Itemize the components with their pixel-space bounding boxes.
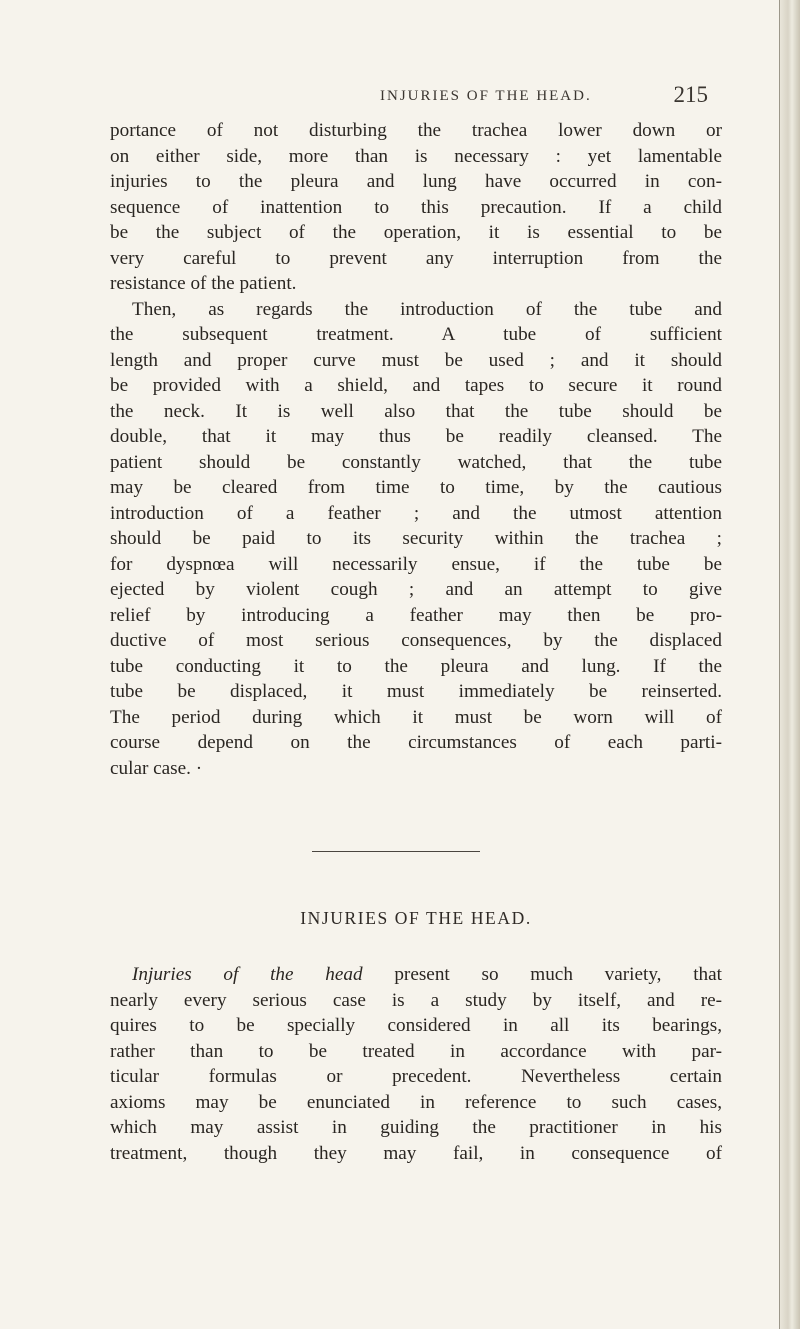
text-line: ductive of most serious consequences, by the displaced bbox=[110, 630, 722, 651]
text-line: nearly every serious case is a study by itself, and re- bbox=[110, 989, 722, 1011]
running-head bbox=[110, 82, 750, 112]
text-line: ejected by violent cough ; and an attempt to give bbox=[110, 579, 722, 600]
running-head-title: INJURIES OF THE HEAD. bbox=[380, 88, 592, 104]
text-line: patient should be constantly watched, that the tube bbox=[110, 451, 722, 473]
text-line: injuries to the pleura and lung have occurred in con- bbox=[110, 171, 722, 192]
text-line: axioms may be enunciated in reference to such cases, bbox=[110, 1091, 722, 1113]
text-line: treatment, though they may fail, in consequence of bbox=[110, 1142, 722, 1164]
text-line: Then, as regards the introduction of the tube and bbox=[132, 298, 722, 320]
text-line: be provided with a shield, and tapes to secure it round bbox=[110, 375, 722, 396]
text-line: ticular formulas or precedent. Nevertheless certain bbox=[110, 1066, 722, 1087]
text-line: the neck. It is well also that the tube should be bbox=[110, 400, 722, 422]
text-line: may be cleared from time to time, by the cautious bbox=[110, 477, 722, 498]
page-edge bbox=[779, 0, 800, 1329]
text-line: rather than to be treated in accordance with par- bbox=[110, 1040, 722, 1062]
text-line: for dyspnœa will necessarily ensue, if the tube be bbox=[110, 553, 722, 575]
body-text-lower bbox=[110, 962, 722, 1166]
section-heading: INJURIES OF THE HEAD. bbox=[300, 908, 532, 928]
text-line: tube conducting it to the pleura and lung. If the bbox=[110, 655, 722, 677]
text-line: quires to be specially considered in all its bearings, bbox=[110, 1015, 722, 1036]
page-number: 215 bbox=[673, 82, 708, 107]
text-line: length and proper curve must be used ; and it should bbox=[110, 349, 722, 371]
text-line: The period during which it must be worn will of bbox=[110, 706, 722, 728]
text-line: on either side, more than is necessary : yet lamentable bbox=[110, 145, 722, 167]
section-divider bbox=[312, 851, 480, 852]
text-line: course depend on the circumstances of each parti- bbox=[110, 732, 722, 753]
text-line: which may assist in guiding the practitioner in his bbox=[110, 1117, 722, 1138]
text-line: the subsequent treatment. A tube of sufficient bbox=[110, 324, 722, 345]
text-line: portance of not disturbing the trachea lower down or bbox=[110, 120, 722, 141]
text-line: tube be displaced, it must immediately be reinserted. bbox=[110, 681, 722, 702]
text-line: resistance of the patient. bbox=[110, 273, 297, 294]
italic-lead: Injuries of the head bbox=[132, 964, 363, 985]
text-line: be the subject of the operation, it is essential to be bbox=[110, 222, 722, 243]
text-line: sequence of inattention to this precaution. If a child bbox=[110, 196, 722, 218]
text-line: very careful to prevent any interruption from the bbox=[110, 247, 722, 269]
text-line: introduction of a feather ; and the utmost attention bbox=[110, 502, 722, 524]
text-line: should be paid to its security within the trachea ; bbox=[110, 528, 722, 549]
text-line: relief by introducing a feather may then be pro- bbox=[110, 604, 722, 626]
text-line bbox=[110, 962, 722, 988]
text-line-rest: present so much variety, that bbox=[362, 964, 722, 985]
text-line: double, that it may thus be readily cleansed. The bbox=[110, 426, 722, 447]
text-line: cular case. · bbox=[110, 757, 203, 779]
body-text-upper bbox=[110, 118, 722, 781]
